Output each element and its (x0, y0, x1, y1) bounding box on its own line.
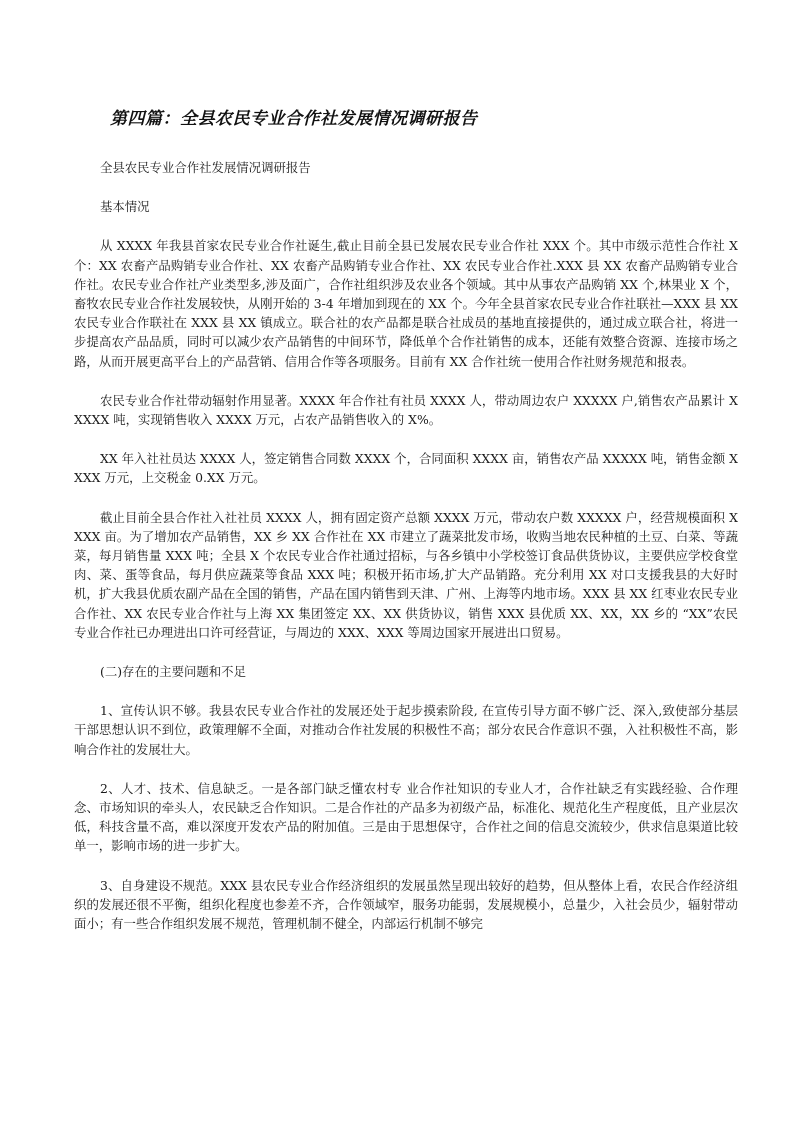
paragraph-sales: 截止目前全县合作社入社社员 XXXX 人，拥有固定资产总额 XXXX 万元，带动农户数 XXXXX 户，经营规模面积 XXXX 亩。为了增加农产品销售，XX 乡 XX 合作社在 XX 市建立了蔬菜批发市场，收购当地农民种植的土豆、白菜、等蔬菜，每月销售量 XXX 吨；全县 X 个农民专业合作社通过招标，与各乡镇中小学校签订食品供货协议，主要供应学校食堂肉、菜、蛋等食品，每月供应蔬菜等食品 XXX 吨；积极开拓市场,扩大产品销路。充分利用 XX 对口支援我县的大好时机，扩大我县优质农副产品在全国的销售，产品在国内销售到天津、广州、上海等内地市场。XXX 县 XX 红枣业农民专业合作社、XX 农民专业合作社与上海 XX 集团签定 XX、XX 供货协议，销售 XXX 县优质 XX、XX，XX 乡的 “XX”农民专业合作社已办理进出口许可经营证，与周边的 XXX、XXX 等周边国家开展进出口贸易。 (74, 509, 738, 640)
paragraph-radiation: 农民专业合作社带动辐射作用显著。XXXX 年合作社有社员 XXXX 人，带动周边农户 XXXXX 户,销售农产品累计 XXXXX 吨，实现销售收入 XXXX 万元，占农产品销售收入的 X%。 (74, 392, 738, 428)
paragraph-problem-3: 3、自身建设不规范。XXX 县农民专业合作经济组织的发展虽然呈现出较好的趋势，但从整体上看，农民合作经济组织的发展还很不平衡，组织化程度也参差不齐，合作领域窄，服务功能弱，发展规模小，总量少，入社会员少，辐射带动面小；有一些合作组织发展不规范，管理机制不健全，内部运行机制不够完 (74, 877, 738, 932)
report-subtitle: 全县农民专业合作社发展情况调研报告 (100, 160, 311, 175)
paragraph-problem-2: 2、人才、技术、信息缺乏。一是各部门缺乏懂农村专 业合作社知识的专业人才，合作社缺乏有实践经验、合作理念、市场知识的牵头人，农民缺乏合作知识。二是合作社的产品多为初级产品，标准化、规范化生产程度低，且产业层次低，科技含量不高，难以深度开发农产品的附加值。三是由于思想保守，合作社之间的信息交流较少，供求信息渠道比较单一，影响市场的进一步扩大。 (74, 780, 738, 854)
document-title: 第四篇：全县农民专业合作社发展情况调研报告 (110, 109, 478, 129)
paragraph-members: XX 年入社社员达 XXXX 人，签定销售合同数 XXXX 个，合同面积 XXXX 亩，销售农产品 XXXXX 吨，销售金额 XXXX 万元，上交税金 0.XX 万元。 (74, 451, 738, 486)
paragraph-problem-1: 1、宣传认识不够。我县农民专业合作社的发展还处于起步摸索阶段, 在宣传引导方面不够广泛、深入,致使部分基层干部思想认识不到位，政策理解不全面，对推动合作社发展的积极性不高；部分农民合作意识不强，入社积极性不高，影响合作社的发展壮大。 (74, 703, 738, 757)
section-heading-problems: (二)存在的主要问题和不足 (100, 664, 246, 680)
section-heading-basic: 基本情况 (100, 199, 150, 215)
document-body (74, 158, 738, 933)
paragraph-overview: 从 XXXX 年我县首家农民专业合作社诞生,截止目前全县已发展农民专业合作社 XXX 个。其中市级示范性合作社 X 个：XX 农畜产品购销专业合作社、XX 农畜产品购销专业合作社、XX 农民专业合作社.XXX 县 XX 农畜产品购销专业合作社。农民专业合作社产业类型多,涉及面广，合作社组织涉及农业各个领域。其中从事农产品购销 XX 个,林果业 X 个，畜牧农民专业合作社发展较快，从刚开始的 3-4 年增加到现在的 XX 个。今年全县首家农民专业合作社联社—XXX 县 XX 农民专业合作联社在 XXX 县 XX 镇成立。联合社的农产品都是联合社成员的基地直接提供的，通过成立联合社，将进一步提高农产品品质，同时可以减少农产品销售的中间环节，降低单个合作社销售的成本，还能有效整合资源、连接市场之路，从而开展更高平台上的产品营销、信用合作等各项服务。目前有 XX 合作社统一使用合作社财务规范和报表。 (74, 238, 738, 369)
